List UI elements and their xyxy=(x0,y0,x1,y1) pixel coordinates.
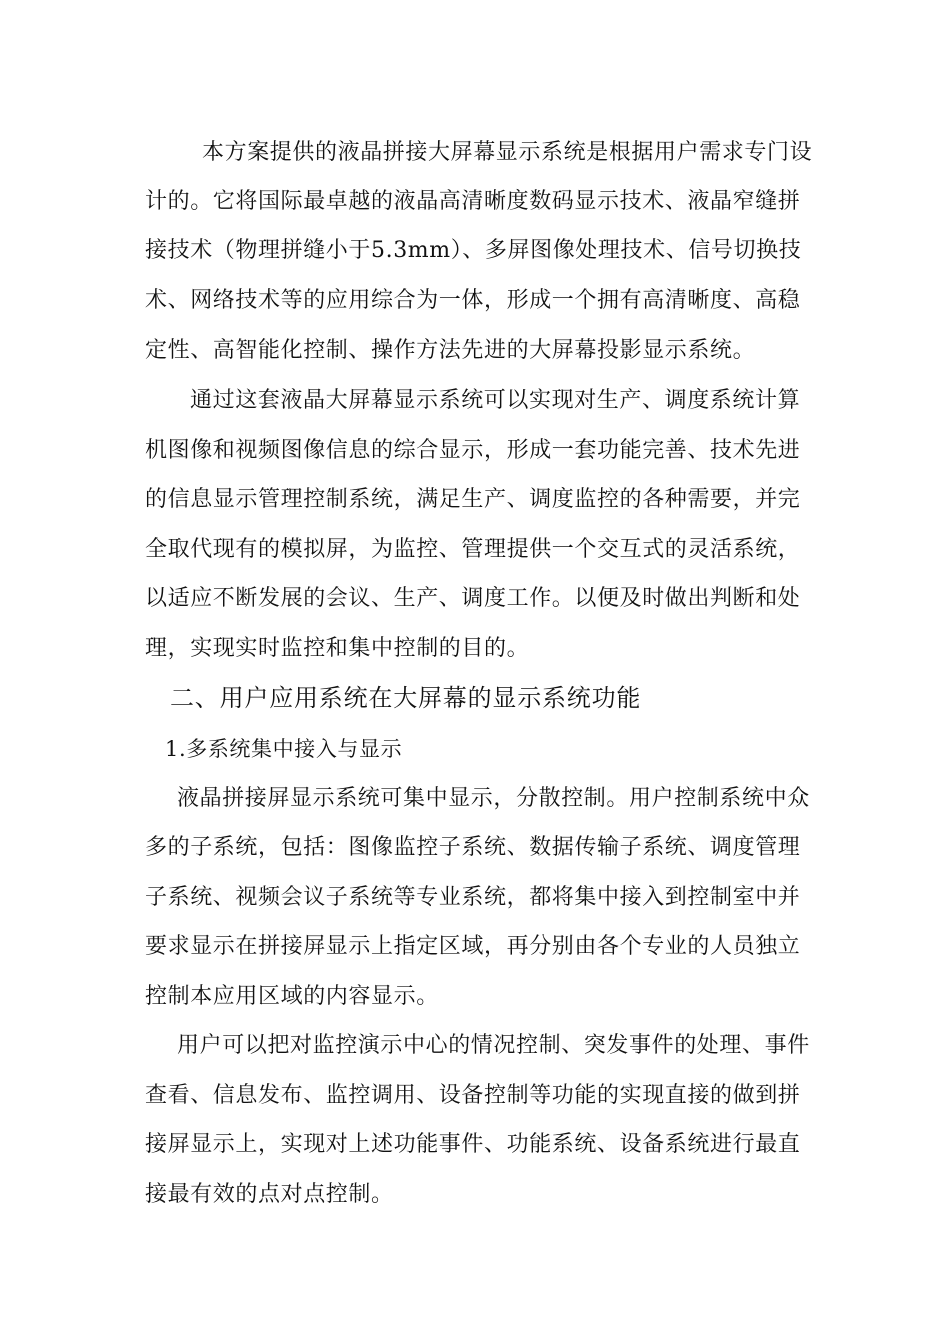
paragraph-1-line-1: 本方案提供的液晶拼接大屏幕显示系统是根据用户需求专门设 xyxy=(202,140,813,165)
section-heading: 二、用户应用系统在大屏幕的显示系统功能 xyxy=(170,684,642,712)
paragraph-1-line-3: 接技术（物理拼缝小于5.3mm）、多屏图像处理技术、信号切换技 xyxy=(145,238,802,263)
paragraph-3-line-3: 子系统、视频会议子系统等专业系统，都将集中接入到控制室中并 xyxy=(145,885,801,910)
paragraph-3-line-1: 液晶拼接屏显示系统可集中显示，分散控制。用户控制系统中众 xyxy=(177,786,810,811)
paragraph-1-line-4: 术、网络技术等的应用综合为一体，形成一个拥有高清晰度、高稳 xyxy=(145,288,801,313)
paragraph-4-line-1: 用户可以把对监控演示中心的情况控制、突发事件的处理、事件 xyxy=(177,1033,810,1058)
paragraph-2-line-4: 全取代现有的模拟屏，为监控、管理提供一个交互式的灵活系统， xyxy=(145,537,801,562)
paragraph-2-line-3: 的信息显示管理控制系统，满足生产、调度监控的各种需要，并完 xyxy=(145,487,801,512)
paragraph-2-line-1: 通过这套液晶大屏幕显示系统可以实现对生产、调度系统计算 xyxy=(190,388,801,413)
paragraph-4-line-4: 接最有效的点对点控制。 xyxy=(145,1182,394,1207)
paragraph-1-line-5: 定性、高智能化控制、操作方法先进的大屏幕投影显示系统。 xyxy=(145,338,756,363)
paragraph-3-line-5: 控制本应用区域的内容显示。 xyxy=(145,984,439,1009)
paragraph-2-line-6: 理，实现实时监控和集中控制的目的。 xyxy=(145,636,530,661)
paragraph-4-line-2: 查看、信息发布、监控调用、设备控制等功能的实现直接的做到拼 xyxy=(145,1083,801,1108)
paragraph-2-line-5: 以适应不断发展的会议、生产、调度工作。以便及时做出判断和处 xyxy=(145,586,801,611)
paragraph-4-line-3: 接屏显示上，实现对上述功能事件、功能系统、设备系统进行最直 xyxy=(145,1132,801,1157)
paragraph-2-line-2: 机图像和视频图像信息的综合显示，形成一套功能完善、技术先进 xyxy=(145,438,801,463)
subsection-heading: 1.多系统集中接入与显示 xyxy=(165,737,403,761)
paragraph-1-line-2: 计的。它将国际最卓越的液晶高清晰度数码显示技术、液晶窄缝拼 xyxy=(145,189,801,214)
paragraph-3-line-4: 要求显示在拼接屏显示上指定区域，再分别由各个专业的人员独立 xyxy=(145,934,801,959)
paragraph-3-line-2: 多的子系统，包括：图像监控子系统、数据传输子系统、调度管理 xyxy=(145,835,801,860)
